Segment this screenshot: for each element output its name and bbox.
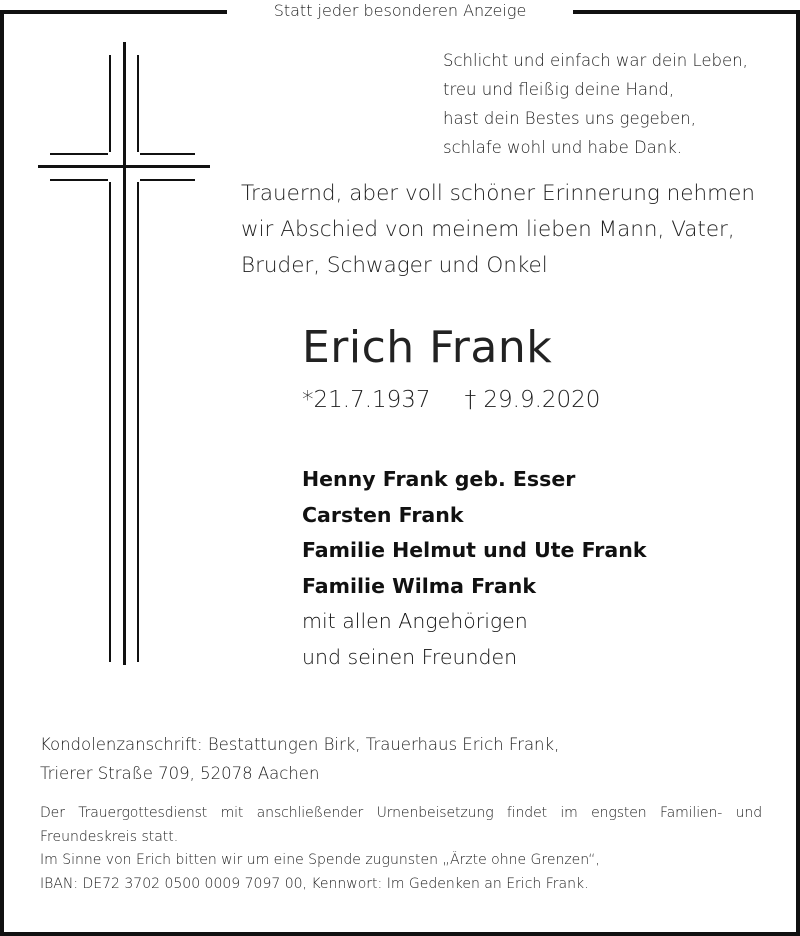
address-line: Kondolenzanschrift: Bestattungen Birk, Trauerhaus Erich Frank,: [40, 735, 560, 754]
condolence-address: [40, 730, 559, 788]
mourner-line: mit allen Angehörigen: [302, 609, 528, 633]
life-dates: [302, 382, 600, 418]
deceased-name: Erich Frank: [302, 322, 553, 373]
info-line: Freundeskreis statt.: [40, 828, 179, 845]
mourner-name: Henny Frank geb. Esser: [302, 467, 576, 491]
poem: [443, 46, 748, 162]
address-line: Trierer Straße 709, 52078 Aachen: [40, 764, 320, 783]
mourners-list: [302, 462, 646, 675]
mourner-line: und seinen Freunden: [302, 644, 518, 669]
death-date: † 29.9.2020: [464, 387, 601, 413]
birth-date: *21.7.1937: [302, 387, 431, 413]
info-line: Der Trauergottesdienst mit anschließender Urnenbeisetzung findet im engsten Familien- und: [40, 805, 762, 821]
header-label: Statt jeder besonderen Anzeige: [273, 1, 527, 20]
poem-line: schlafe wohl und habe Dank.: [443, 138, 683, 157]
info-line: Im Sinne von Erich bitten wir um eine Spende zugunsten „Ärzte ohne Grenzen“,: [40, 852, 600, 868]
intro-text: [241, 176, 755, 284]
mourner-name: Carsten Frank: [302, 502, 464, 527]
intro-line: Bruder, Schwager und Onkel: [241, 253, 548, 278]
intro-line: Trauernd, aber voll schöner Erinnerung nehmen: [241, 181, 755, 206]
poem-line: Schlicht und einfach war dein Leben,: [443, 51, 748, 70]
service-info: [40, 802, 762, 896]
mourner-name: Familie Wilma Frank: [302, 573, 536, 598]
info-line: IBAN: DE72 3702 0500 0009 7097 00, Kennwort: Im Gedenken an Erich Frank.: [40, 875, 589, 892]
mourner-name: Familie Helmut und Ute Frank: [302, 538, 647, 562]
poem-line: hast dein Bestes uns gegeben,: [443, 109, 696, 128]
intro-line: wir Abschied von meinem lieben Mann, Vater,: [241, 217, 735, 242]
poem-line: treu und fleißig deine Hand,: [443, 80, 675, 99]
